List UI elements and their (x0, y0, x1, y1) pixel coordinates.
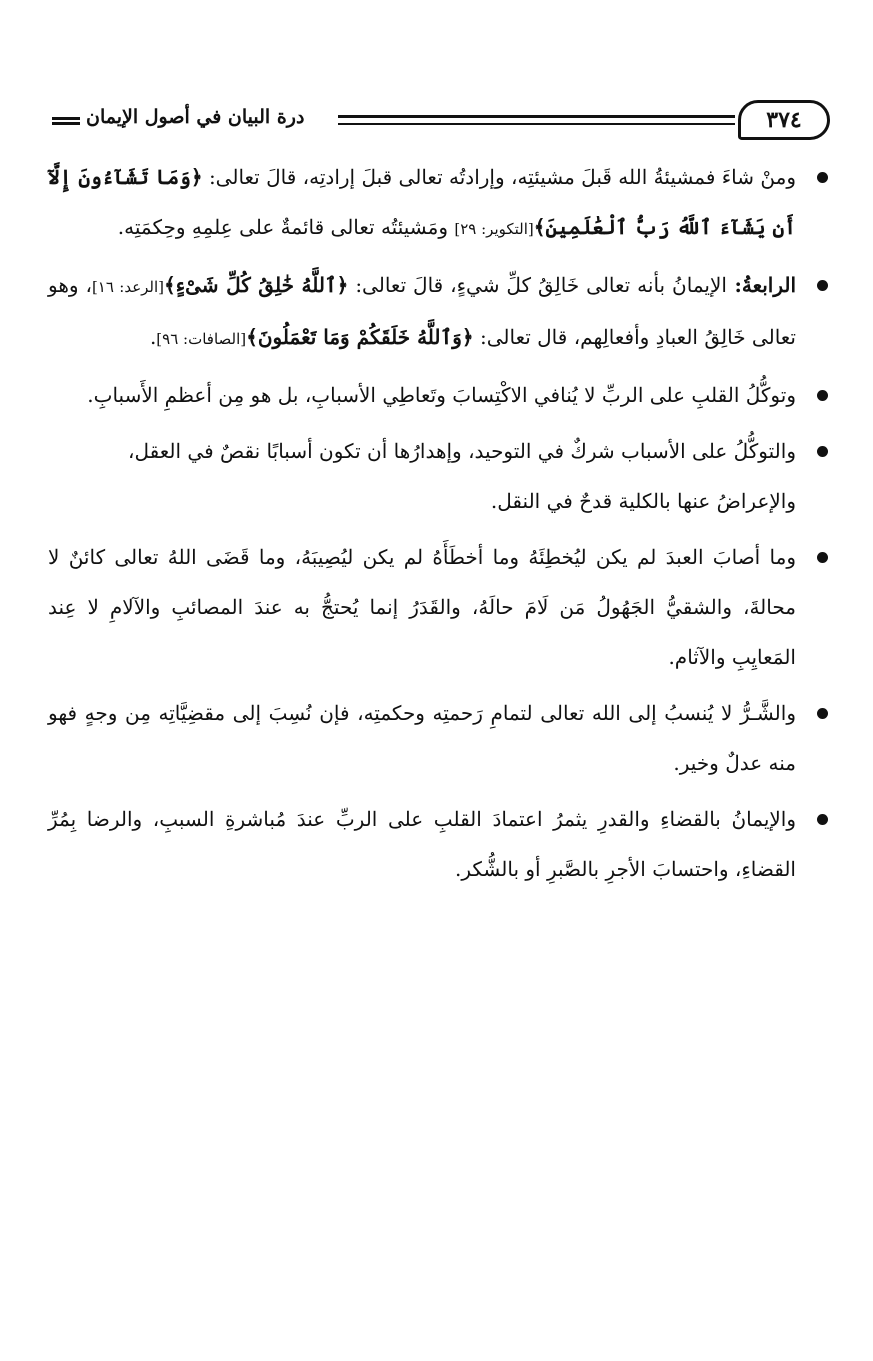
bullet-item (48, 260, 832, 364)
item-continuation: والإعراضُ عنها بالكلية قدحٌ في النقل. (490, 489, 796, 513)
bullet-item (48, 794, 832, 894)
bullet-icon (817, 446, 828, 457)
bullet-item (48, 532, 832, 682)
bullet-icon (817, 814, 828, 825)
bullet-icon (817, 552, 828, 563)
verse-reference: [الرعد: ١٦] (91, 278, 165, 296)
page-number: ٣٧٤ (738, 100, 830, 140)
bullet-icon (817, 390, 828, 401)
item-text: والشَّـرُّ لا يُنسبُ إلى الله تعالى لتمامِ رَحمتِه وحكمتِه، فإن نُسِبَ إلى مقضِيَّاتِه مِن وجهٍ فهو منه عدلٌ وخير. (48, 701, 796, 775)
bullet-icon (817, 280, 828, 291)
item-text: والإيمانُ بالقضاءِ والقدرِ يثمرُ اعتمادَ القلبِ على الربِّ عندَ مُباشرةِ السببِ، والرضا بِمُرِّ القضاءِ، واحتسابَ الأجرِ بالصَّبرِ أو بالشُّكر. (48, 807, 796, 881)
verse-reference: [التكوير: ٢٩] (454, 220, 534, 238)
item-text: ومنْ شاءَ فمشيئةُ الله قَبلَ مشيئتِه، وإرادتُه تعالى قبلَ إرادتِه، قالَ تعالى: (202, 165, 796, 189)
quran-verse: ﴿وَمَا تَشَآءُونَ إِلَّآ أَن يَشَآءَ ٱللَّهُ رَبُّ ٱلْعَٰلَمِينَ﴾ (48, 165, 796, 239)
page-body (48, 152, 832, 894)
quran-verse: ﴿وَٱللَّهُ خَلَقَكُمْ وَمَا تَعْمَلُونَ﴾ (246, 325, 474, 349)
item-text: الإيمانُ بأنه تعالى خَالِقُ كلِّ شيءٍ، قالَ تعالى: (348, 273, 727, 297)
bullet-item (48, 426, 832, 476)
item-text: ومَشيئتُه تعالى قائمةٌ على عِلمِهِ وحِكمَتِه. (117, 215, 455, 239)
running-header (52, 100, 830, 144)
quran-verse: ﴿ٱللَّهُ خَٰلِقُ كُلِّ شَىْءٍ﴾ (164, 273, 349, 297)
bullet-item (48, 152, 832, 254)
bullet-item (48, 688, 832, 788)
header-end-ornament (52, 117, 80, 125)
item-text: والتوكُّلُ على الأسباب شركٌ في التوحيد، وإهدارُها أن تكون أسبابًا نقصٌ في العقل، (128, 439, 796, 463)
item-text: . (149, 325, 157, 349)
verse-reference: [الصافات: ٩٦] (156, 330, 247, 348)
bullet-icon (817, 172, 828, 183)
book-title: درة البيان في أصول الإيمان (86, 106, 305, 128)
item-text: وما أصابَ العبدَ لم يكن ليُخطِئَهُ وما أخطَأَهُ لم يكن ليُصِيبَهُ، وما قَضَى اللهُ تعالى كائنٌ لا محالةَ، والشقيُّ الجَهُولُ مَن لَامَ حالَهُ، والقَدَرُ إنما يُحتجُّ به عندَ المصائبِ والآلامِ لا عِند المَعايِبِ والآثام. (48, 545, 796, 669)
item-lead: الرابعةُ: (726, 273, 797, 297)
item-text: وتوكُّلُ القلبِ على الربِّ لا يُنافي الاكْتِسابَ وتَعاطِي الأسبابِ، بل هو مِن أعظمِ الأَسبابِ. (87, 383, 796, 407)
header-rule (338, 115, 735, 125)
bullet-item (48, 370, 832, 420)
bullet-icon (817, 708, 828, 719)
item-text: ، وهو تعالى خَالِقُ العبادِ وأفعالِهم، قال تعالى: (48, 273, 796, 349)
